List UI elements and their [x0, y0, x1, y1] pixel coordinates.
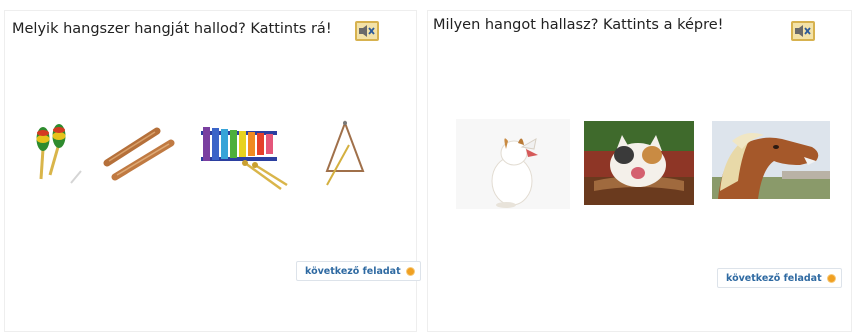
question-prompt: Milyen hangot hallasz? Kattints a képre! — [433, 17, 724, 33]
next-task-button[interactable] — [717, 268, 842, 288]
option-triangle[interactable] — [321, 119, 369, 191]
maracas-icon — [25, 123, 83, 191]
instrument-quiz-panel — [4, 10, 417, 332]
sound-toggle-button[interactable] — [791, 21, 815, 41]
cat-meowing-image — [584, 121, 694, 205]
option-claves[interactable] — [99, 125, 177, 187]
option-horse-image[interactable] — [712, 121, 830, 199]
xylophone-icon — [199, 127, 289, 193]
horse-neighing-image — [712, 121, 830, 199]
option-dog-image[interactable] — [456, 119, 570, 209]
claves-icon — [99, 125, 177, 187]
next-task-label: következő feladat — [305, 265, 401, 277]
option-maracas[interactable] — [25, 123, 83, 191]
dog-barking-image — [456, 119, 570, 209]
speaker-muted-icon — [357, 23, 377, 39]
option-xylophone[interactable] — [199, 127, 289, 193]
orange-dot-icon — [828, 275, 835, 282]
orange-dot-icon — [407, 268, 414, 275]
triangle-icon — [321, 119, 369, 191]
next-task-label: következő feladat — [726, 272, 822, 284]
speaker-muted-icon — [793, 23, 813, 39]
question-prompt: Melyik hangszer hangját hallod? Kattints rá! — [12, 21, 332, 37]
sound-toggle-button[interactable] — [355, 21, 379, 41]
option-cat-image[interactable] — [584, 121, 694, 205]
animal-sound-quiz-panel — [427, 10, 852, 332]
next-task-button[interactable] — [296, 261, 421, 281]
